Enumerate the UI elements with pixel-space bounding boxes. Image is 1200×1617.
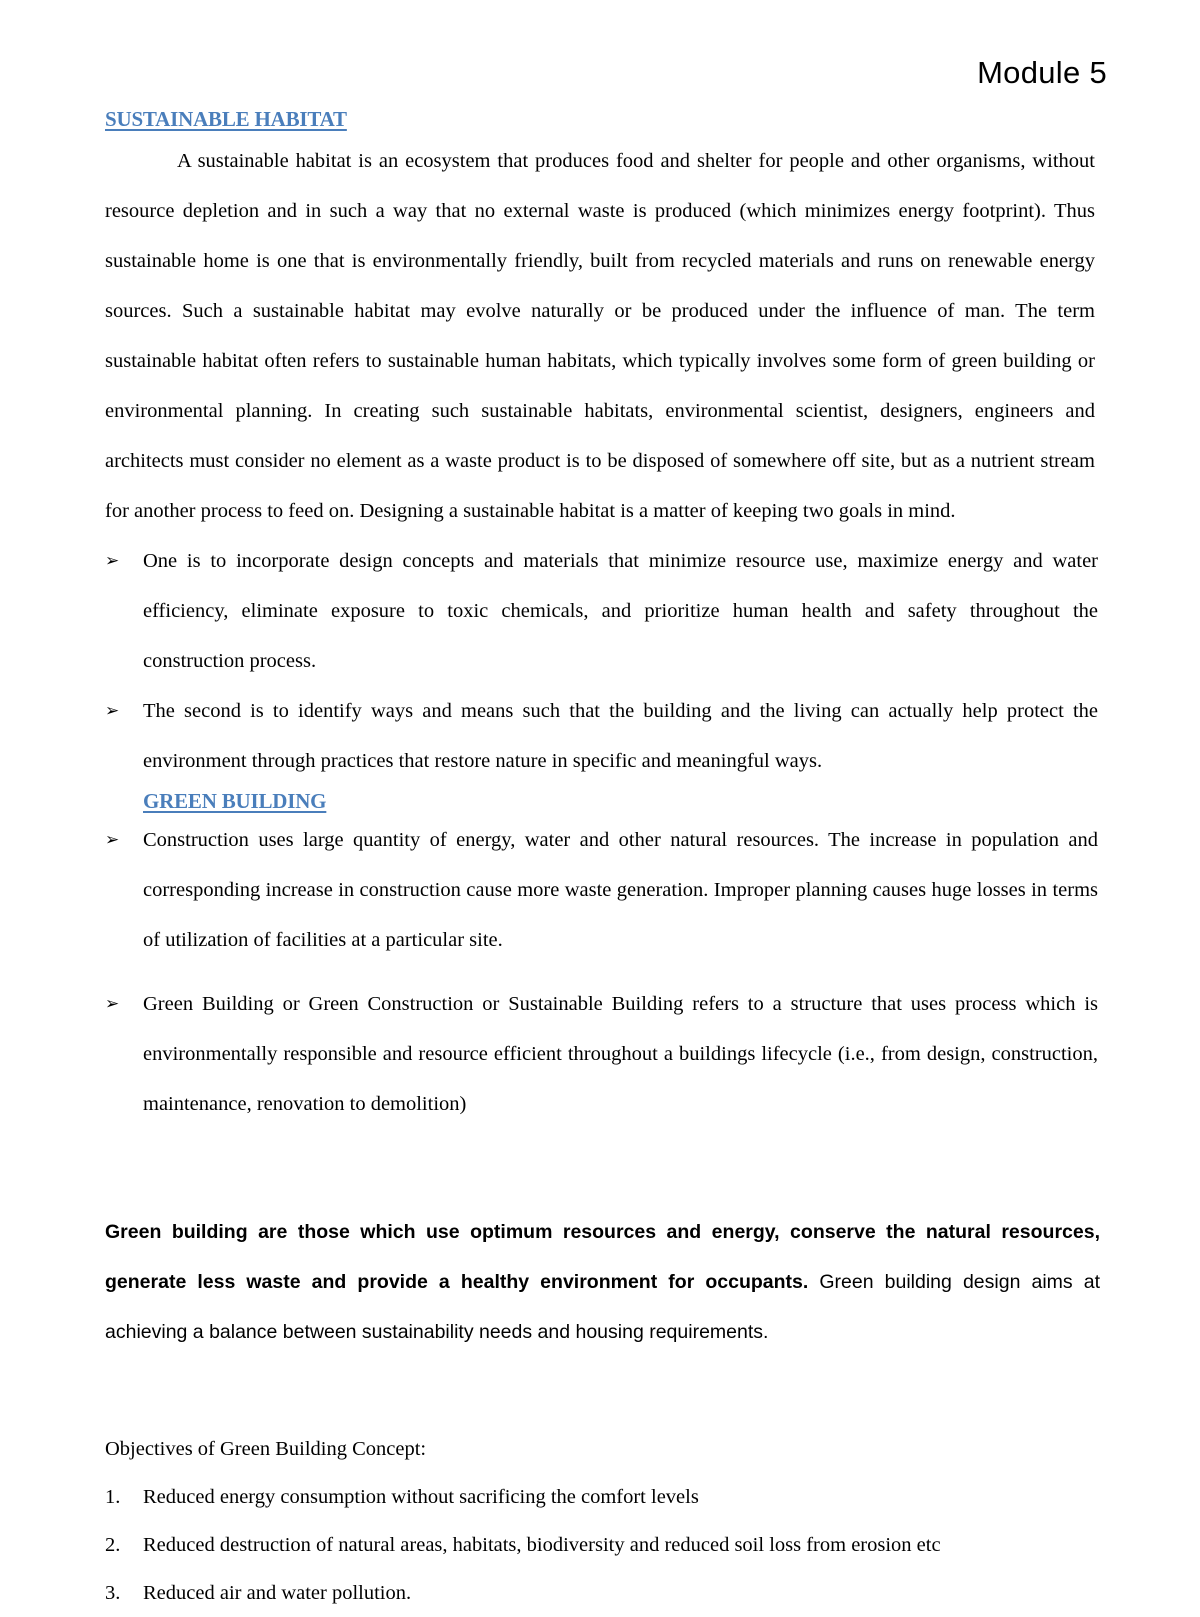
- objectives-list: [0, 1473, 1200, 1617]
- objectives-label: Objectives of Green Building Concept:: [105, 1437, 427, 1460]
- heading-sustainable-habitat: SUSTAINABLE HABITAT: [105, 107, 347, 132]
- list-item: [105, 686, 1098, 786]
- list-item-text: Reduced air and water pollution.: [143, 1581, 412, 1604]
- list-number: 3.: [105, 1581, 121, 1604]
- definition-bold-text: Green building are those which use optimum resources and energy, conserve the natural resources, generate less waste and provide a healthy environment for occupants.: [105, 1220, 1100, 1293]
- list-item-text: Reduced destruction of natural areas, habitats, biodiversity and reduced soil loss from erosion etc: [143, 1533, 941, 1556]
- module-title: Module 5: [977, 55, 1107, 90]
- green-building-list: [0, 815, 1200, 1129]
- list-item: [105, 1473, 1100, 1521]
- arrow-bullet-icon: ➢: [105, 829, 120, 850]
- section-spacer: [0, 1129, 1200, 1207]
- list-item-text: Construction uses large quantity of energy, water and other natural resources. The increase in population and corresponding increase in construction cause more waste generation. Improper planning causes huge losses in terms of utilization of facilities at a particular site.: [143, 828, 1098, 951]
- arrow-bullet-icon: ➢: [105, 701, 120, 722]
- paragraph-sustainable-habitat-intro: A sustainable habitat is an ecosystem that produces food and shelter for people and other organisms, without resource depletion and in such a way that no external waste is produced (which minimizes energy footprint). Thus sustainable home is one that is environmentally friendly, built from recycled materials and runs on renewable energy sources. Such a sustainable habitat may evolve naturally or be produced under the influence of man. The term sustainable habitat often refers to sustainable human habitats, which typically involves some form of green building or environmental planning. In creating such sustainable habitats, environmental scientist, designers, engineers and architects must consider no element as a waste product is to be disposed of somewhere off site, but as a nutrient stream for another process to feed on. Designing a sustainable habitat is a matter of keeping two goals in mind.: [105, 150, 1095, 523]
- list-item: [105, 536, 1098, 686]
- list-number: 2.: [105, 1533, 121, 1556]
- list-number: 1.: [105, 1485, 121, 1508]
- list-item-text: The second is to identify ways and means such that the building and the living can actually help protect the environment through practices that restore nature in specific and meaningful ways.: [143, 700, 1098, 773]
- list-item-text: Green Building or Green Construction or Sustainable Building refers to a structure that uses process which is environmentally responsible and resource efficient throughout a buildings lifecycle (i.e., from design, construction, maintenance, renovation to demolition): [143, 992, 1098, 1115]
- list-item: [105, 1569, 1100, 1617]
- arrow-bullet-icon: ➢: [105, 993, 120, 1014]
- list-item: [105, 815, 1098, 965]
- definition-rest-text: Green building design aims at achieving a balance between sustainability needs and housing requirements.: [105, 1270, 1100, 1343]
- list-item: [105, 979, 1098, 1129]
- arrow-bullet-icon: ➢: [105, 551, 120, 572]
- paragraph-green-building-definition: [105, 1207, 1100, 1357]
- list-item: [105, 1521, 1100, 1569]
- section-spacer: [0, 1357, 1200, 1425]
- list-spacer: [0, 965, 1200, 979]
- goals-list: [0, 536, 1200, 786]
- list-item-text: Reduced energy consumption without sacrificing the comfort levels: [143, 1485, 699, 1508]
- list-item-text: One is to incorporate design concepts and materials that minimize resource use, maximize energy and water efficiency, eliminate exposure to toxic chemicals, and prioritize human health and safety throughout the construction process.: [143, 550, 1098, 673]
- heading-green-building: GREEN BUILDING: [143, 789, 327, 814]
